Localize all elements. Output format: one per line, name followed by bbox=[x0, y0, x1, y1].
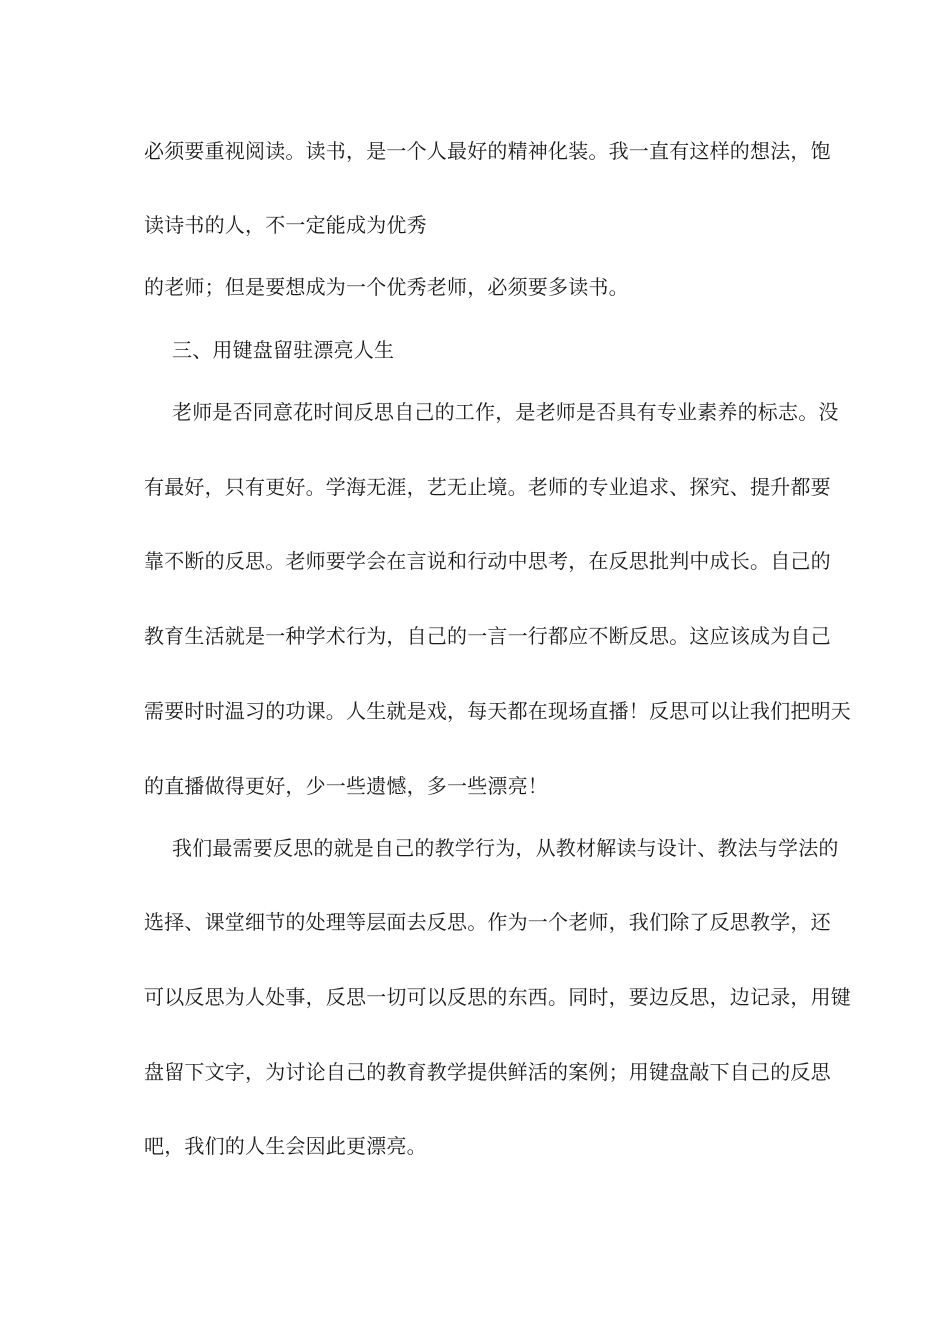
paragraph-line: 靠不断的反思。老师要学会在言说和行动中思考，在反思批判中成长。自己的 bbox=[144, 549, 831, 573]
paragraph-line: 盘留下文字，为讨论自己的教育教学提供鲜活的案例；用键盘敲下自己的反思 bbox=[144, 1060, 831, 1084]
paragraph-line: 选择、课堂细节的处理等层面去反思。作为一个老师，我们除了反思教学，还 bbox=[144, 910, 831, 934]
paragraph-line: 的老师；但是要想成为一个优秀老师，必须要多读书。 bbox=[144, 275, 629, 299]
paragraph-line: 教育生活就是一种学术行为，自己的一言一行都应不断反思。这应该成为自己 bbox=[144, 624, 831, 648]
section-heading: 三、用键盘留驻漂亮人生 bbox=[172, 338, 395, 362]
paragraph-line: 可以反思为人处事，反思一切可以反思的东西。同时，要边反思，边记录，用键 bbox=[144, 985, 851, 1009]
paragraph-line: 的直播做得更好，少一些遗憾，多一些漂亮！ bbox=[144, 774, 548, 798]
paragraph-line: 需要时时温习的功课。人生就是戏，每天都在现场直播！反思可以让我们把明天 bbox=[144, 699, 851, 723]
paragraph-line: 吧，我们的人生会因此更漂亮。 bbox=[144, 1134, 427, 1158]
paragraph-line: 有最好，只有更好。学海无涯，艺无止境。老师的专业追求、探究、提升都要 bbox=[144, 475, 831, 499]
paragraph-line: 老师是否同意花时间反思自己的工作，是老师是否具有专业素养的标志。没 bbox=[172, 400, 839, 424]
paragraph-line: 读诗书的人，不一定能成为优秀 bbox=[144, 213, 427, 237]
paragraph-line: 我们最需要反思的就是自己的教学行为，从教材解读与设计、教法与学法的 bbox=[172, 836, 839, 860]
paragraph-line: 必须要重视阅读。读书，是一个人最好的精神化装。我一直有这样的想法，饱 bbox=[144, 139, 831, 163]
